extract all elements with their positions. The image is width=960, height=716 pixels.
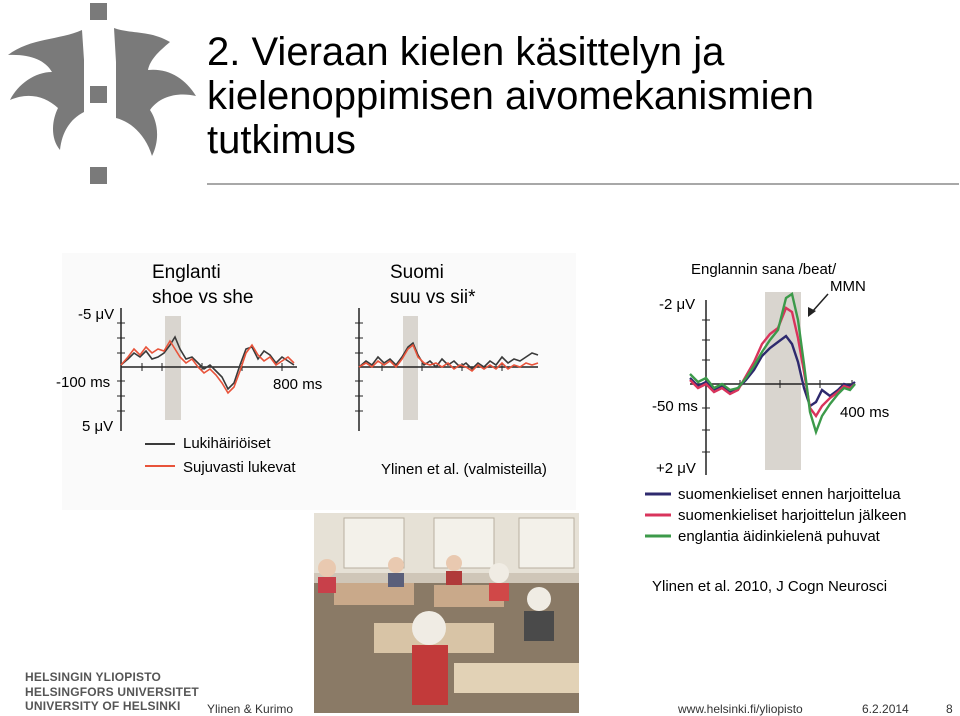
university-name-fi: HELSINGIN YLIOPISTO <box>25 670 162 684</box>
left-y-top-label: -5 μV <box>78 306 115 323</box>
right-heading: Englannin sana /beat/ <box>691 261 837 278</box>
university-name-en: UNIVERSITY OF HELSINKI <box>25 699 181 713</box>
mmn-label: MMN <box>830 278 866 295</box>
left-x-left-label: -100 ms <box>56 374 111 391</box>
page-number: 8 <box>946 702 953 716</box>
logo-cross-middle <box>90 86 107 103</box>
legend-label-after: suomenkieliset harjoittelun jälkeen <box>678 507 907 524</box>
english-heading-2: shoe vs she <box>152 287 254 308</box>
legend-label-fluent: Sujuvasti lukevat <box>183 459 296 476</box>
footer-date: 6.2.2014 <box>862 702 909 716</box>
right-x-left-label: -50 ms <box>652 398 698 415</box>
legend-label-native: englantia äidinkielenä puhuvat <box>678 528 880 545</box>
left-erp-plots <box>62 253 576 453</box>
mmn-arrow-shaft <box>812 294 828 312</box>
right-citation: Ylinen et al. 2010, J Cogn Neurosci <box>652 578 888 595</box>
right-x-right-label: 400 ms <box>840 404 890 421</box>
finnish-heading-1: Suomi <box>390 262 444 283</box>
legend-label-dyslexic: Lukihäiriöiset <box>183 435 271 452</box>
english-highlight-band <box>165 316 181 420</box>
english-heading-1: Englanti <box>152 262 221 283</box>
left-y-bottom-label: 5 μV <box>82 418 114 435</box>
legend-label-before: suomenkieliset ennen harjoittelua <box>678 486 901 503</box>
finnish-highlight-band <box>403 316 418 420</box>
classroom-photo <box>314 513 579 713</box>
logo-left-flames <box>8 30 84 150</box>
legend-line-fluent <box>145 460 180 472</box>
left-x-right-label: 800 ms <box>273 376 323 393</box>
left-citation: Ylinen et al. (valmisteilla) <box>381 461 547 478</box>
right-y-bottom-label: +2 μV <box>656 460 696 477</box>
slide-title: 2. Vieraan kielen käsittelyn ja kielenoppimisen aivomekanismien tutkimus <box>207 30 814 162</box>
english-dyslexic-wave <box>121 337 294 389</box>
title-divider <box>207 183 959 185</box>
logo-right-flames <box>114 28 196 156</box>
footer-url[interactable]: www.helsinki.fi/yliopisto <box>678 702 803 716</box>
logo-cross-bottom <box>90 167 107 184</box>
right-y-top-label: -2 μV <box>659 296 696 313</box>
university-name-sv: HELSINGFORS UNIVERSITET <box>25 684 199 699</box>
logo-cross-top <box>90 3 107 20</box>
right-mmn-plot <box>640 280 950 480</box>
right-legend-lines <box>645 486 675 546</box>
finnish-heading-2: suu vs sii* <box>390 287 476 308</box>
university-flame-logo <box>0 0 205 190</box>
footer-authors: Ylinen & Kurimo <box>207 702 294 716</box>
finnish-dyslexic-wave <box>359 343 538 369</box>
